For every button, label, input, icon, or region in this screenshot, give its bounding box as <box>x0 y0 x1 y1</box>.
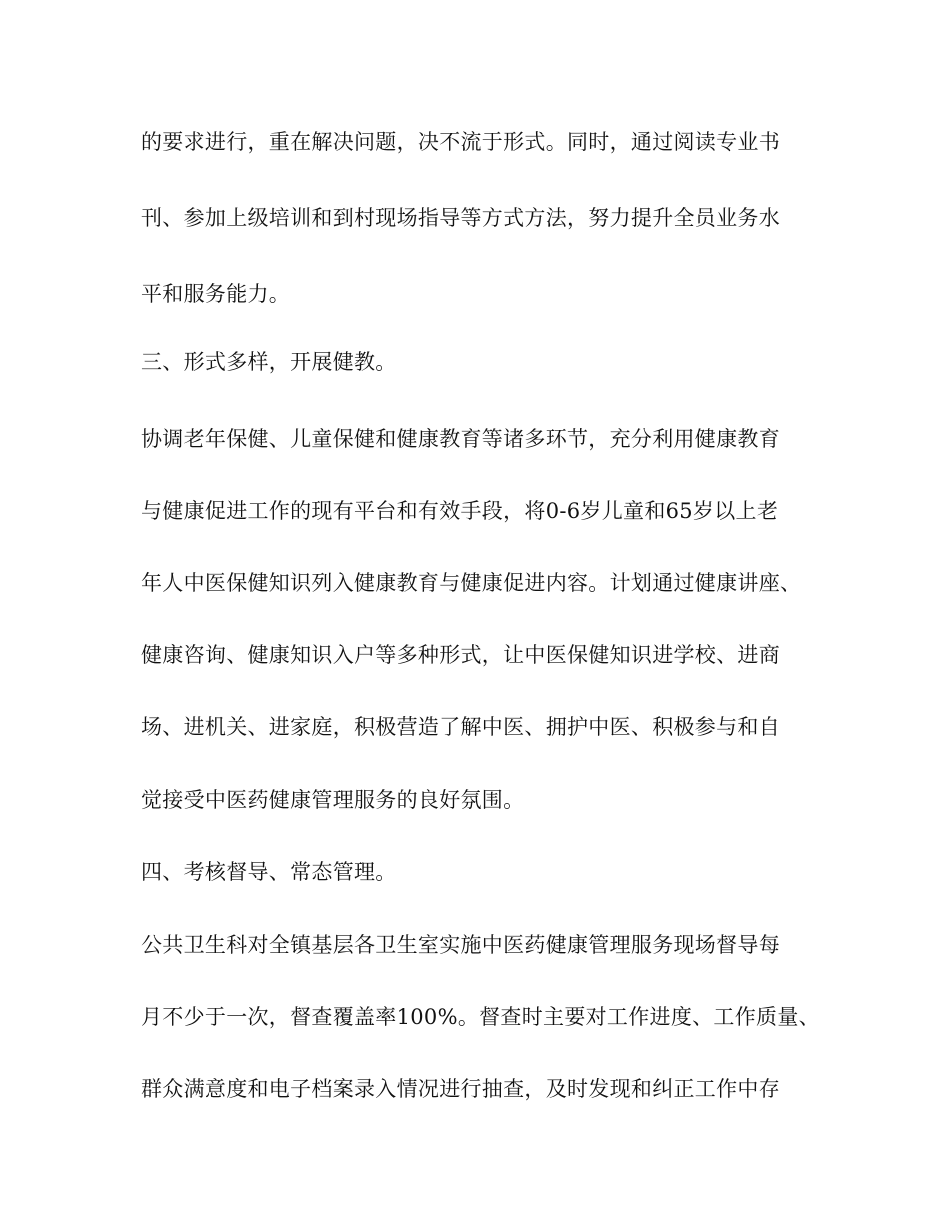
text-line: 场、进机关、进家庭，积极营造了解中医、拥护中医、积极参与和自 <box>141 715 780 739</box>
text-line: 刊、参加上级培训和到村现场指导等方式方法，努力提升全员业务水 <box>141 206 780 230</box>
section-heading: 四、考核督导、常态管理。 <box>141 860 397 884</box>
text-line: 群众满意度和电子档案录入情况进行抽查，及时发现和纠正工作中存 <box>141 1077 780 1101</box>
text-line: 的要求进行，重在解决问题，决不流于形式。同时，通过阅读专业书 <box>141 130 780 154</box>
text-line: 公共卫生科对全镇基层各卫生室实施中医药健康管理服务现场督导每 <box>141 933 780 957</box>
text-line: 月不少于一次，督查覆盖率100%。督查时主要对工作进度、工作质量、 <box>141 1005 820 1029</box>
text-line: 觉接受中医药健康管理服务的良好氛围。 <box>141 788 525 812</box>
section-heading: 三、形式多样，开展健教。 <box>141 350 397 374</box>
text-line: 年人中医保健知识列入健康教育与健康促进内容。计划通过健康讲座、 <box>141 571 802 595</box>
text-line: 平和服务能力。 <box>141 282 291 306</box>
text-line: 与健康促进工作的现有平台和有效手段，将0-6岁儿童和65岁以上老 <box>141 499 779 523</box>
text-line: 健康咨询、健康知识入户等多种形式，让中医保健知识进学校、进商 <box>141 643 780 667</box>
text-line: 协调老年保健、儿童保健和健康教育等诸多环节，充分利用健康教育 <box>141 427 780 451</box>
